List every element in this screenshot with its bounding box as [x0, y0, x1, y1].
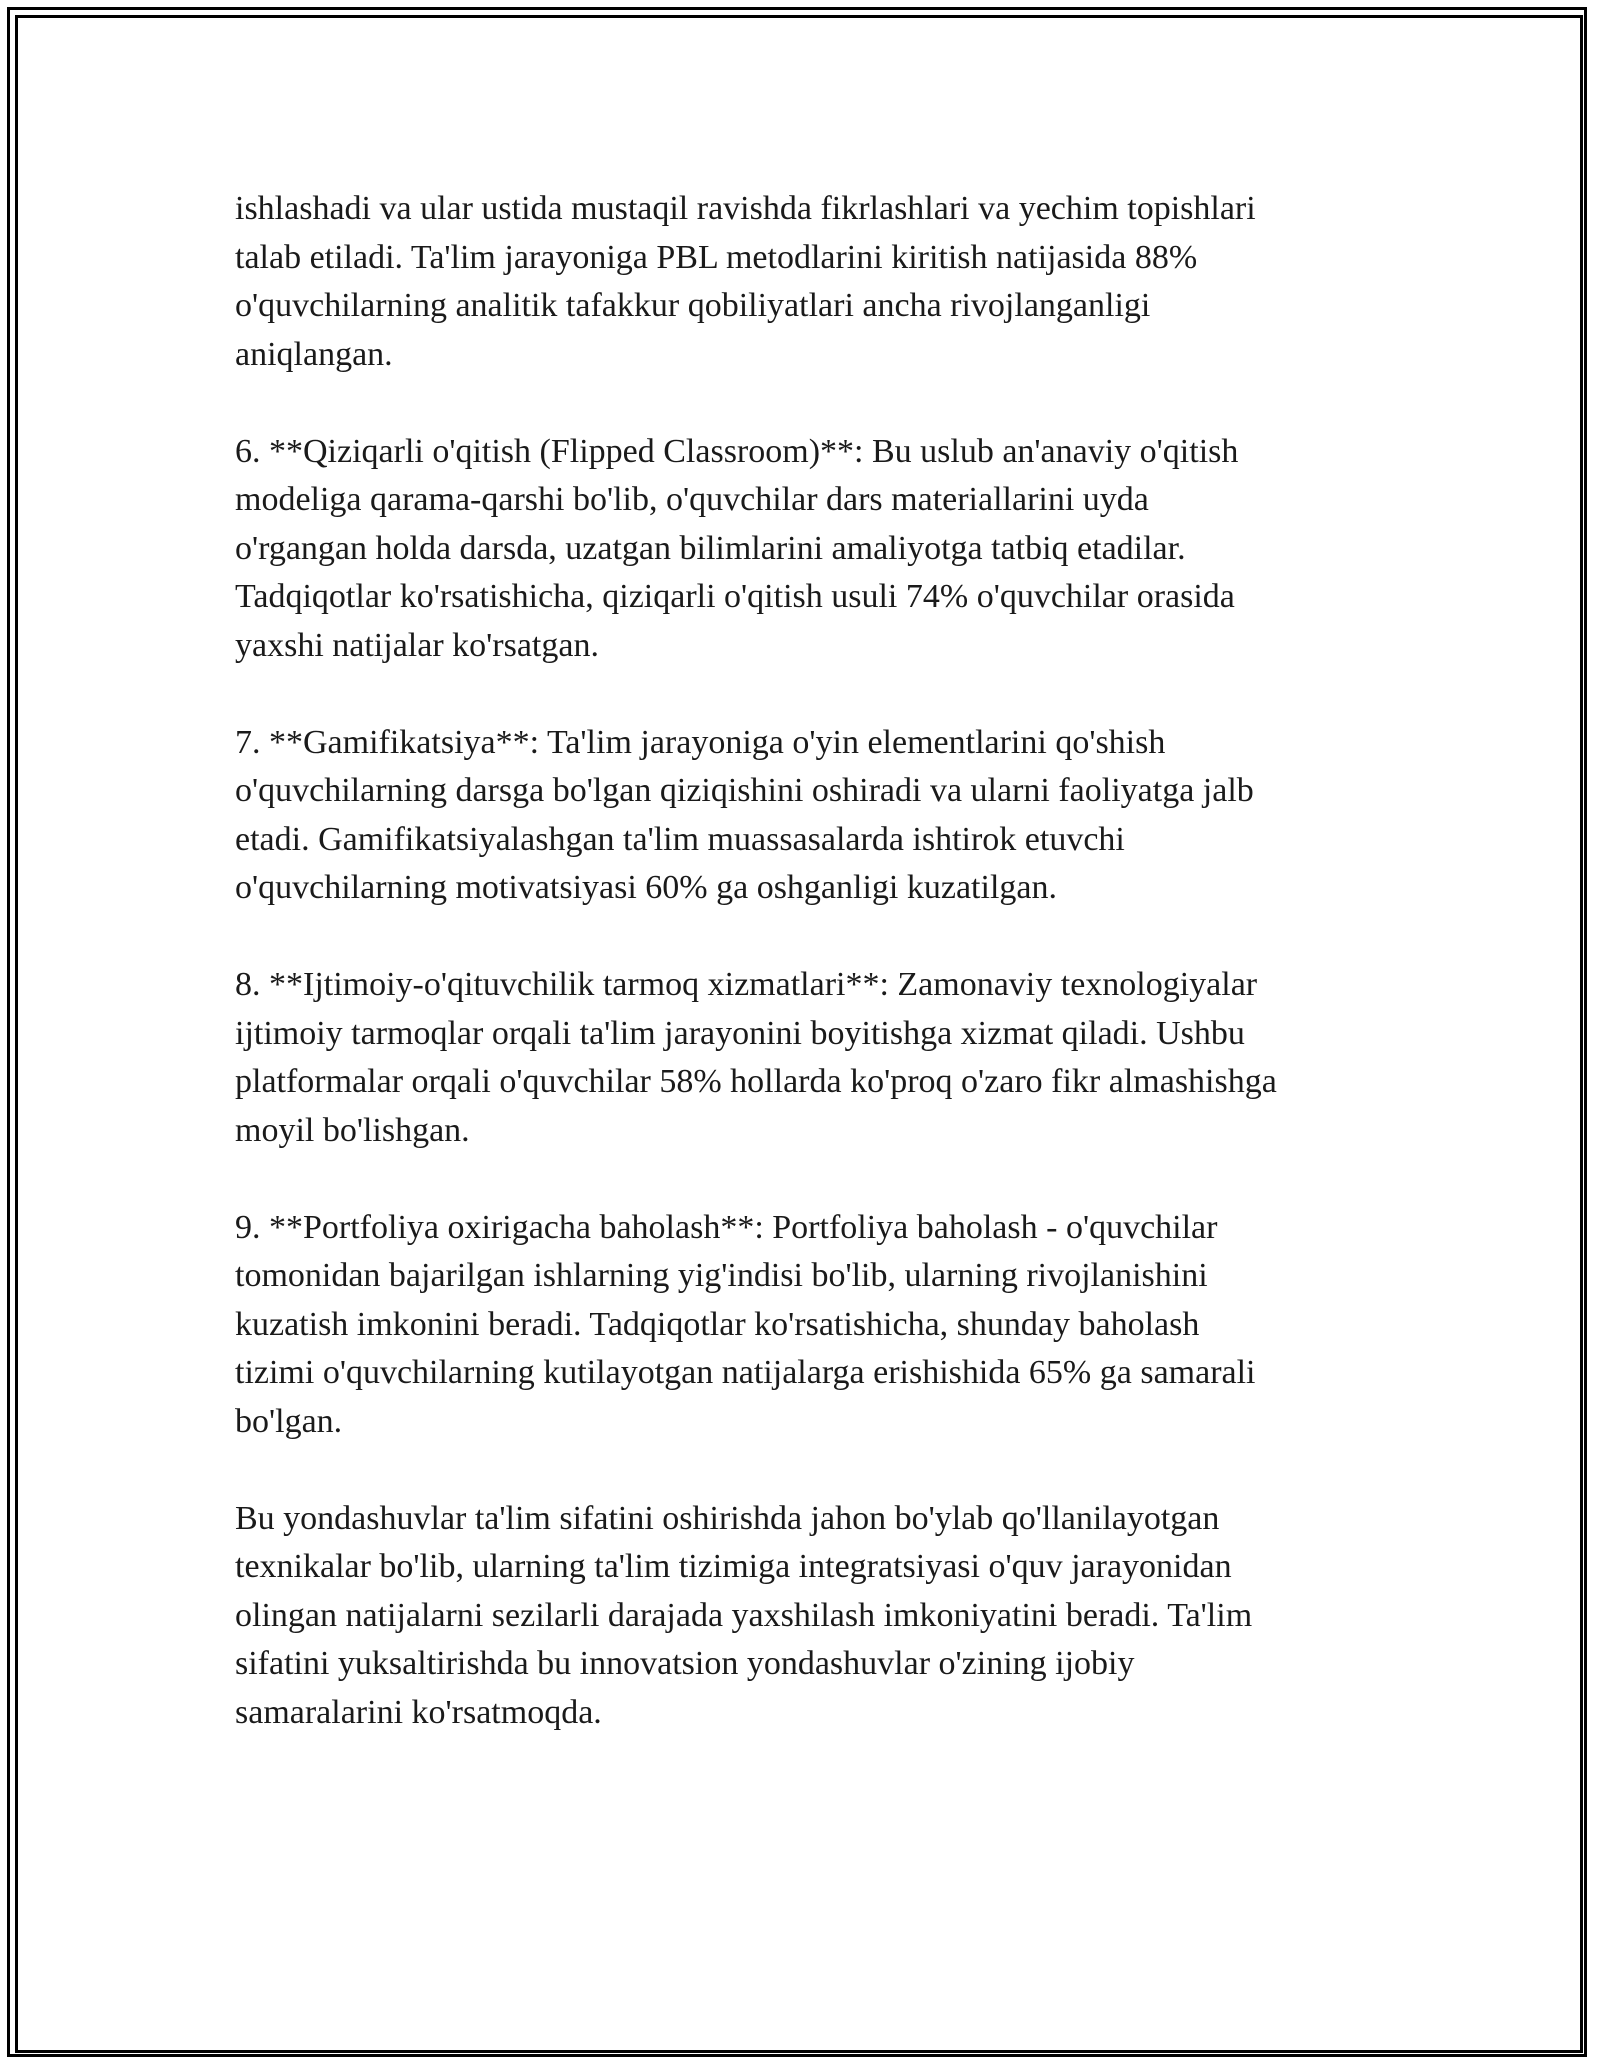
- paragraph-summary: Bu yondashuvlar ta'lim sifatini oshirishda jahon bo'ylab qo'llanilayotgan texnikalar bo'lib, ularning ta'lim tizimiga integratsiyasi o'quv jarayonidan olingan natijalarni sezilarli darajada yaxshilash imkoniyatini beradi. Ta'lim sifatini yuksaltirishda bu innovatsion yondashuvlar o'zining ijobiy samaralarini ko'rsatmoqda.: [235, 1499, 1253, 1731]
- paragraph-flipped-classroom: 6. **Qiziqarli o'qitish (Flipped Classroom)**: Bu uslub an'anaviy o'qitish modeliga qarama-qarshi bo'lib, o'quvchilar dars materiallarini uyda o'rgangan holda darsda, uzatgan bilimlarini amaliyotga tatbiq etadilar. Tadqiqotlar ko'rsatishicha, qiziqarli o'qitish usuli 74% o'quvchilar orasida yaxshi natijalar ko'rsatgan.: [235, 432, 1239, 664]
- document-body: [235, 185, 1375, 1786]
- paragraph-portfolio-assessment: 9. **Portfoliya oxirigacha baholash**: Portfoliya baholash - o'quvchilar tomonidan bajarilgan ishlarning yig'indisi bo'lib, ularning rivojlanishini kuzatish imkonini beradi. Tadqiqotlar ko'rsatishicha, shunday baholash tizimi o'quvchilarning kutilayotgan natijalarga erishishida 65% ga samarali bo'lgan.: [235, 1208, 1256, 1440]
- paragraph-pbl-conclusion: ishlashadi va ular ustida mustaqil ravishda fikrlashlari va yechim topishlari talab etiladi. Ta'lim jarayoniga PBL metodlarini kiritish natijasida 88% o'quvchilarning analitik tafakkur qobiliyatlari ancha rivojlanganligi aniqlangan.: [235, 190, 1256, 373]
- paragraph-social-networks: 8. **Ijtimoiy-o'qituvchilik tarmoq xizmatlari**: Zamonaviy texnologiyalar ijtimoiy tarmoqlar orqali ta'lim jarayonini boyitishga xizmat qiladi. Ushbu platformalar orqali o'quvchilar 58% hollarda ko'proq o'zaro fikr almashishga moyil bo'lishgan.: [235, 966, 1277, 1149]
- paragraph-gamification: 7. **Gamifikatsiya**: Ta'lim jarayoniga o'yin elementlarini qo'shish o'quvchilarning darsga bo'lgan qiziqishini oshiradi va ularni faoliyatga jalb etadi. Gamifikatsiyalashgan ta'lim muassasalarda ishtirok etuvchi o'quvchilarning motivatsiyasi 60% ga oshganligi kuzatilgan.: [235, 723, 1254, 906]
